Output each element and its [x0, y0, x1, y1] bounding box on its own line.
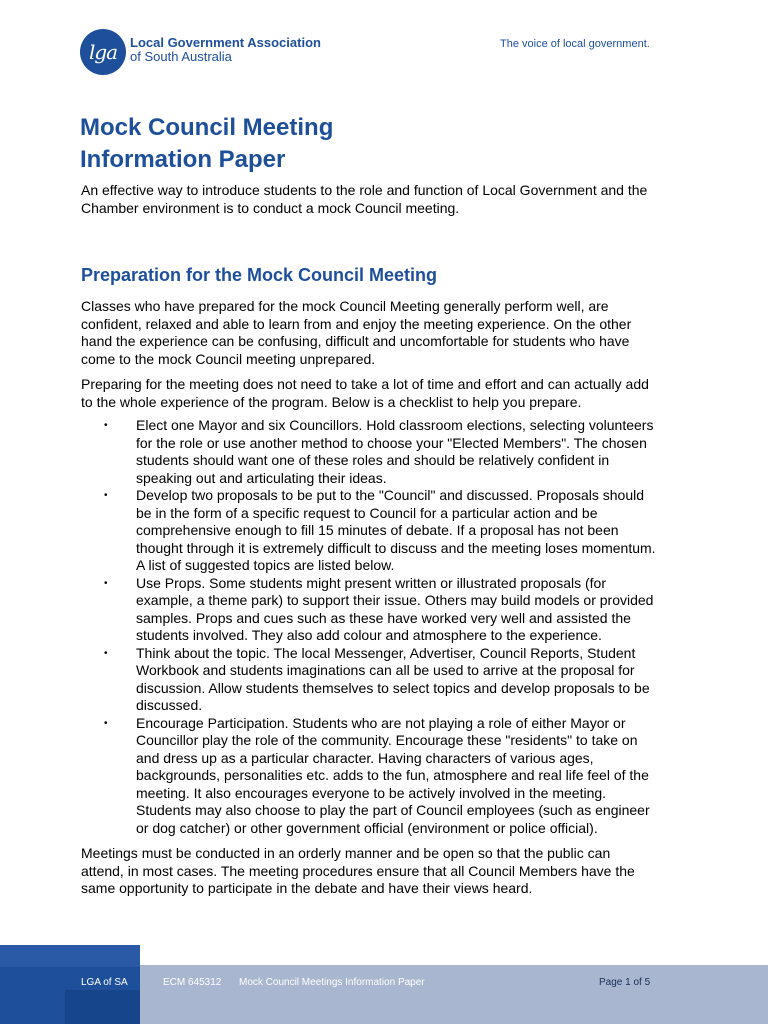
checklist-item [104, 714, 656, 838]
intro-paragraph: An effective way to introduce students to the role and function of Local Government and the Chamber environment is to conduct a mock Council meeting. [81, 182, 648, 216]
checklist-item [104, 487, 656, 575]
footer-page-number: Page 1 of 5 [599, 977, 651, 988]
footer-accent-strip [65, 990, 140, 1024]
footer-ecm: ECM 645312 [163, 977, 222, 988]
org-subtitle: of South Australia [130, 49, 232, 64]
checklist-item-text: Elect one Mayor and six Councillors. Hold classroom elections, selecting volunteers for the role or use another method to choose your "Elected Members". The chosen students should want one of these roles and should be relatively confident in speaking out and articulating their ideas. [136, 417, 654, 486]
org-name: Local Government Association [130, 35, 321, 50]
footer-doc-title: Mock Council Meetings Information Paper [239, 977, 425, 988]
preparation-checklist [81, 417, 656, 837]
section-paragraph-2: Preparing for the meeting does not need to take a lot of time and effort and can actually add to the whole experience of the program. Below is a checklist to help you prepare. [81, 376, 649, 410]
checklist-item-text: Use Props. Some students might present written or illustrated proposals (for example, a theme park) to support their issue. Others may build models or provided samples. Props and cues such as these have worked very well and assisted the students involved. They also add colour and atmosphere to the experience. [136, 574, 654, 643]
bullet-icon: • [104, 717, 108, 729]
footer-org: LGA of SA [81, 977, 128, 988]
footer-accent-top [0, 945, 140, 967]
page-header [0, 0, 768, 90]
tagline: The voice of local government. [500, 38, 650, 50]
title-line-1: Mock Council Meeting [80, 114, 334, 141]
bullet-icon: • [104, 577, 108, 589]
section-heading: Preparation for the Mock Council Meeting [81, 265, 438, 285]
checklist-item-text: Develop two proposals to be put to the "Council" and discussed. Proposals should be in the form of a specific request to Council for a particular action and be comprehensive enough to fill 15 minutes of debate. If a proposal has not been thought through it is extremely difficult to discuss and the meeting loses momentum. A list of suggested topics are listed below. [136, 487, 656, 573]
closing-paragraph: Meetings must be conducted in an orderly manner and be open so that the public can attend, in most cases. The meeting procedures ensure that all Council Members have the same opportunity to participate in the debate and have their views heard. [81, 845, 635, 896]
document-body [81, 182, 656, 898]
page-footer [0, 945, 768, 1024]
bullet-icon: • [104, 420, 108, 431]
checklist-item-text: Think about the topic. The local Messenger, Advertiser, Council Reports, Student Workbook and students imaginations can all be used to arrive at the proposal for discussion. Allow students themselves to select topics and develop proposals to be discussed. [136, 644, 650, 713]
bullet-icon: • [104, 490, 108, 501]
footer-bar [140, 965, 768, 1024]
checklist-item [104, 417, 656, 487]
checklist-item [104, 644, 656, 715]
title-line-2: Information Paper [80, 146, 286, 173]
document-title [80, 112, 333, 176]
bullet-icon: • [104, 647, 108, 659]
section-paragraph-1: Classes who have prepared for the mock Council Meeting generally perform well, are confident, relaxed and able to learn from and enjoy the meeting experience. On the other hand the experience can be confusing, difficult and uncomfortable for students who have come to the mock Council meeting unprepared. [81, 298, 632, 367]
checklist-item-text: Encourage Participation. Students who are not playing a role of either Mayor or Councillor play the role of the community. Encourage these "residents" to take on and dress up as a particular character. Having characters of various ages, backgrounds, personalities etc. adds to the fun, atmosphere and real life feel of the meeting. It also encourages everyone to be actively involved in the meeting. Students may also choose to play the part of Council employees (such as engineer or dog catcher) or other government official (environment or police official). [136, 714, 650, 836]
lga-logo: lga [80, 29, 126, 75]
checklist-item [104, 574, 656, 645]
